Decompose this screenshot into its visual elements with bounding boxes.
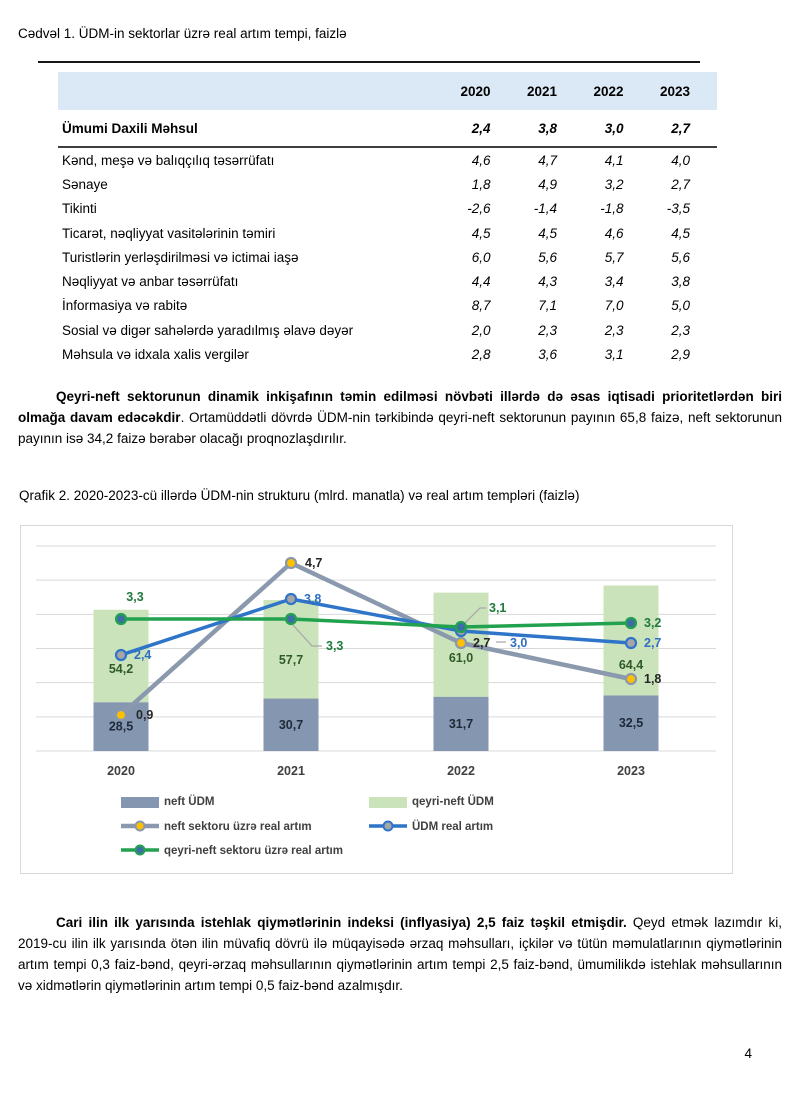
table-cell-value: 2,0 [471, 322, 491, 338]
bar-label-qeyri: 54,2 [108, 662, 134, 676]
combo-chart-svg [21, 526, 730, 871]
gdp-structure-chart [20, 525, 733, 874]
line-marker [116, 650, 126, 660]
legend-label: qeyri-neft ÜDM [412, 796, 494, 808]
table-row [58, 197, 717, 221]
table-cell-value: -1,8 [600, 201, 624, 217]
table-cell-value: 4,7 [538, 152, 557, 168]
table-header-year: 2021 [526, 83, 557, 99]
table-cell-value: 4,9 [538, 176, 557, 192]
table-cell-value: 4,5 [538, 225, 557, 241]
line-marker [456, 622, 466, 632]
table-row [58, 172, 717, 196]
table-cell-value: 3,8 [671, 274, 690, 290]
table-total-label: Ümumi Daxili Məhsul [62, 120, 198, 136]
paragraph-nonoil-priority [18, 386, 782, 449]
table-total-row [58, 110, 717, 148]
x-axis-label: 2021 [277, 764, 305, 778]
table-cell-value: 4,6 [604, 225, 624, 241]
bar-label-neft: 31,7 [448, 716, 474, 731]
bar-label-neft: 28,5 [108, 719, 134, 734]
line-label: 4,7 [305, 556, 323, 570]
line-label: 3,2 [644, 616, 662, 630]
table-row-label: Məhsula və idxala xalis vergilər [62, 347, 249, 363]
table-cell-value: 3,1 [604, 347, 624, 363]
table-header-row [58, 72, 717, 110]
line-label: 3,8 [304, 592, 322, 606]
chart-caption: Qrafik 2. 2020-2023-cü illərdə ÜDM-nin strukturu (mlrd. manatla) və real artım templəri (faizlə) [19, 488, 580, 503]
table-header-year: 2020 [460, 83, 491, 99]
legend-label: neft sektoru üzrə real artım [164, 821, 312, 833]
table-cell-value: 4,3 [538, 274, 557, 290]
table-cell-value: 4,6 [471, 152, 491, 168]
table-cell-value: 7,0 [604, 298, 624, 314]
line-marker [286, 594, 296, 604]
bar-label-qeyri: 57,7 [278, 653, 304, 667]
table-cell-value: -1,4 [533, 201, 557, 217]
line-label: 3,1 [489, 601, 507, 615]
table-row-label: Ticarət, nəqliyyat vasitələrinin təmiri [62, 225, 276, 241]
table-cell-value: 5,0 [671, 298, 690, 314]
table-row [58, 245, 717, 269]
table-row-label: Turistlərin yerləşdirilməsi və ictimai iaşə [62, 249, 299, 265]
bar-label-qeyri: 64,4 [618, 658, 644, 672]
line-marker [626, 618, 636, 628]
legend-label: neft ÜDM [164, 796, 215, 808]
x-axis-label: 2022 [447, 764, 475, 778]
table-cell-value: 3,4 [604, 274, 624, 290]
table-cell-value: -2,6 [467, 201, 491, 217]
legend-swatch-bar [369, 797, 407, 808]
table-cell-value: 2,3 [604, 322, 624, 338]
table-cell-value: 7,1 [538, 298, 557, 314]
table-cell-value: -3,5 [666, 201, 690, 217]
line-series [121, 619, 631, 627]
table-cell-value: 4,5 [471, 225, 491, 241]
table-total-value: 2,4 [471, 120, 491, 136]
line-marker [456, 638, 466, 648]
x-axis-label: 2020 [107, 764, 135, 778]
table-cell-value: 5,6 [538, 249, 557, 265]
table-cell-value: 5,7 [604, 249, 624, 265]
table-cell-value: 2,3 [538, 322, 557, 338]
table-cell-value: 2,8 [471, 347, 491, 363]
x-axis-label: 2023 [617, 764, 645, 778]
table-total-value: 3,0 [604, 120, 624, 136]
line-marker [116, 614, 126, 624]
table-cell-value: 3,6 [538, 347, 557, 363]
table-row-label: Nəqliyyat və anbar təsərrüfatı [62, 274, 239, 290]
line-label: 1,8 [644, 672, 662, 686]
table-cell-value: 6,0 [471, 249, 491, 265]
table-row-label: Kənd, meşə və balıqçılıq təsərrüfatı [62, 152, 275, 168]
table-cell-value: 5,6 [671, 249, 690, 265]
line-label: 3,3 [326, 639, 344, 653]
table-cell-value: 8,7 [471, 298, 491, 314]
line-marker [116, 710, 126, 720]
table-cell-value: 2,9 [671, 347, 690, 363]
line-marker [286, 614, 296, 624]
table-cell-value: 4,1 [604, 152, 624, 168]
table-row [58, 294, 717, 318]
table-cell-value: 4,4 [471, 274, 491, 290]
line-marker [286, 558, 296, 568]
bar-label-qeyri: 61,0 [448, 651, 474, 665]
gdp-growth-table [58, 72, 717, 367]
table-cell-value: 1,8 [471, 176, 491, 192]
legend-swatch-marker [384, 822, 393, 831]
table-row [58, 148, 717, 172]
table-row [58, 221, 717, 245]
table-cell-value: 2,3 [671, 322, 690, 338]
line-marker [626, 674, 636, 684]
table-row-label: Sənaye [62, 176, 108, 192]
table-total-value: 3,8 [538, 120, 557, 136]
legend-swatch-marker [136, 822, 145, 831]
table-cell-value: 4,5 [671, 225, 690, 241]
legend-label: qeyri-neft sektoru üzrə real artım [164, 845, 343, 857]
table-header-year: 2023 [659, 83, 690, 99]
line-label: 2,7 [644, 636, 662, 650]
bar-label-neft: 30,7 [278, 717, 304, 732]
line-label: 0,9 [136, 708, 154, 722]
legend-swatch-bar [121, 797, 159, 808]
table-total-value: 2,7 [671, 120, 690, 136]
paragraph-text: . Ortamüddətli dövrdə ÜDM-nin tərkibində qeyri-neft sektorunun payının 65,8 faizə, neft sektorunun payının isə 34,2 faizə bərabər olacağı proqnozlaşdırılır. [18, 410, 782, 446]
table-cell-value: 4,0 [671, 152, 690, 168]
table-row [58, 269, 717, 293]
page-number: 4 [744, 1046, 752, 1061]
table-cell-value: 3,2 [604, 176, 624, 192]
table-top-rule [38, 61, 700, 63]
legend-swatch-marker [136, 846, 145, 855]
line-label: 2,7 [473, 636, 491, 650]
table-row [58, 318, 717, 342]
bar-label-neft: 32,5 [618, 716, 644, 731]
line-label: 3,0 [510, 636, 528, 650]
line-label: 3,3 [126, 590, 144, 604]
table-caption: Cədvəl 1. ÜDM-in sektorlar üzrə real artım tempi, faizlə [18, 26, 347, 41]
line-label: 2,4 [134, 648, 152, 662]
paragraph-inflation [18, 912, 782, 996]
table-header-year: 2022 [593, 83, 624, 99]
table-cell-value: 2,7 [671, 176, 690, 192]
table-row-label: İnformasiya və rabitə [62, 298, 188, 314]
paragraph-bold-lead: Qeyri-neft sektorunun dinamik inkişafının təmin edilməsi növbəti illərdə də əsas iqtisadi prioritetlərdən biri olmağa davam edəcəkdir [18, 389, 782, 425]
table-row-label: Sosial və digər sahələrdə yaradılmış əlavə dəyər [62, 322, 354, 338]
paragraph-text: Qeyd etmək lazımdır ki, 2019-cu ilin ilk yarısında ötən ilin müvafiq dövrü ilə müqayisədə ərzaq məhsulları, içkilər və tütün məmulatlarının qiymətlərinin artım tempi 0,3 faiz-bənd, qeyri-ərzaq məhsullarının qiymətlərinin artım tempi 2,5 faiz-bənd, ümumilikdə istehlak məhsullarının və xidmətlərin qiymətlərinin artım tempi 0,5 faiz-bənd azalmışdır. [18, 915, 782, 993]
legend-label: ÜDM real artım [412, 821, 494, 833]
paragraph-bold-lead: Cari ilin ilk yarısında istehlak qiymətlərinin indeksi (inflyasiya) 2,5 faiz təşkil etmişdir. [56, 915, 627, 930]
table-row-label: Tikinti [62, 201, 97, 217]
line-marker [626, 638, 636, 648]
table-row [58, 342, 717, 366]
